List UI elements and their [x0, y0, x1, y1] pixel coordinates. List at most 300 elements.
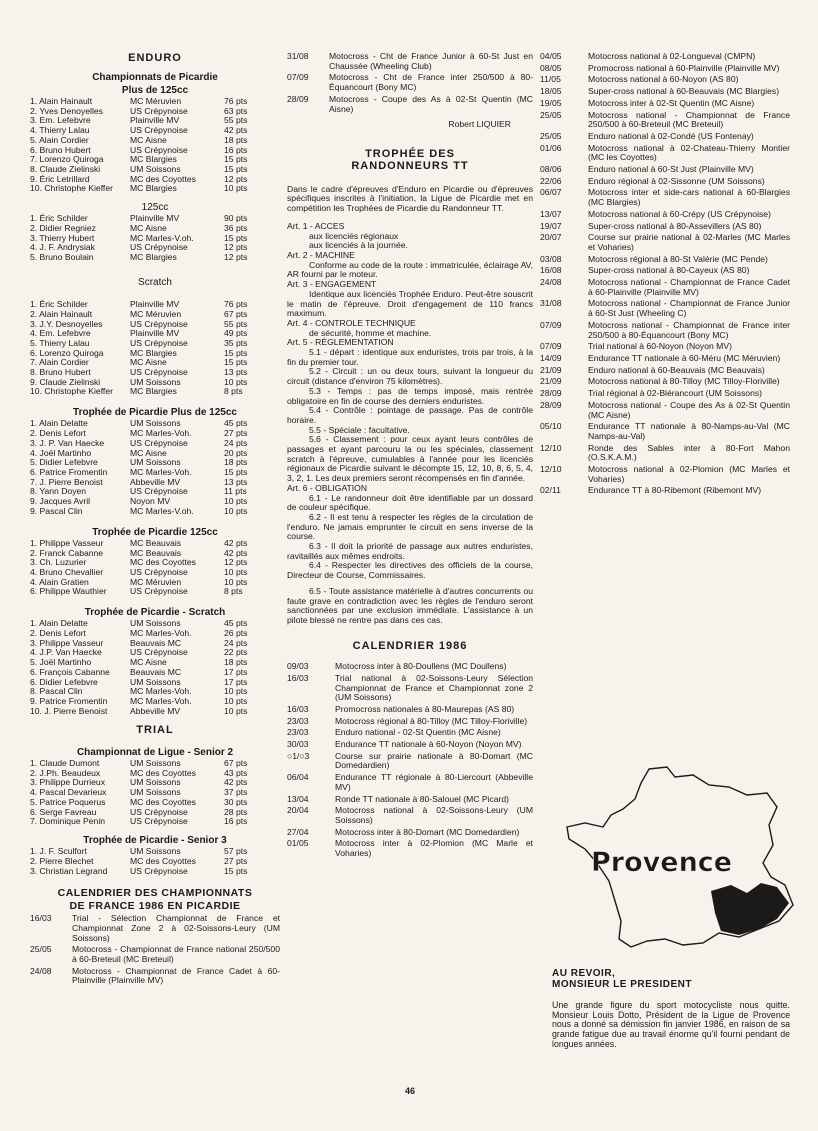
calendar-event: Promocross national à 60-Plainville (Plainville MV) — [588, 62, 780, 73]
calendar-event: Super-cross national à 60-Beauvais (MC Blargies) — [588, 86, 780, 97]
calendar-entry — [287, 662, 533, 672]
art3-heading: Art. 3 - ENGAGEMENT — [287, 279, 377, 290]
calendar-champ-list-b — [287, 52, 533, 114]
calendar-event: Motocross national à 02-Chateau-Thierry Montier (MC les Coyottes) — [588, 142, 790, 163]
club-name: Plainville MV — [130, 115, 180, 126]
art4-heading: Art. 4 - CONTROLE TECHNIQUE — [287, 317, 416, 328]
calendar-entry — [287, 52, 533, 71]
calendar-entry — [540, 321, 790, 340]
section-title-enduro: ENDURO — [128, 52, 182, 64]
art6-3: 6.3 - Il doit la priorité de passage aux autres enduristes, ravitaillés aux mêmes endroits. — [287, 541, 533, 561]
calendar-entry — [30, 914, 280, 943]
calendar-event: Motocross national - Championnat de France inter 250/500 à 80-Équancourt (Bony MC) — [588, 319, 790, 340]
club-name: Noyon MV — [130, 496, 171, 507]
points: 30 pts — [224, 796, 248, 807]
calendar-event: Motocross inter à 02-Plomion (MC Marle et Voharies) — [335, 838, 533, 859]
rider-name: 6. Patrice Fromentin — [30, 467, 108, 477]
rider-name: 6. Serge Favreau — [30, 806, 97, 817]
points: 12 pts — [224, 252, 248, 263]
calendar-date: 28/09 — [287, 93, 309, 104]
map-label: Provence — [591, 847, 733, 878]
art6-heading: Art. 6 - OBLIGATION — [287, 482, 368, 493]
club-name: MC des Coyottes — [130, 557, 196, 568]
points: 13 pts — [224, 476, 248, 487]
calendar-entry — [540, 210, 790, 220]
results-senior2 — [30, 759, 280, 827]
points: 10 pts — [224, 183, 248, 194]
calendar-date: 01/06 — [540, 142, 562, 153]
calendar-entry — [540, 354, 790, 364]
column-1 — [30, 52, 280, 988]
calendar-date: 09/03 — [287, 661, 309, 672]
rider-name: 9. Éric Letrillard — [30, 173, 90, 184]
rider-name: 1. J. F. Sculfort — [30, 846, 87, 857]
calendar-event: Enduro régional à 02-Sissonne (UM Soissons) — [588, 175, 765, 186]
calendar-entry — [540, 87, 790, 97]
calendar-date: 22/06 — [540, 175, 562, 186]
rider-name: 2. Yves Denoyelles — [30, 105, 103, 116]
club-name: UM Soissons — [130, 777, 181, 788]
calendar-event: Enduro national à 60-Beauvais (MC Beauvais) — [588, 364, 765, 375]
calendar-date: 19/07 — [540, 220, 562, 231]
calendar-event: Motocross national à 60-Crépy (US Crépynoise) — [588, 208, 771, 219]
calendar-entry — [287, 839, 533, 858]
club-name: MC Marles-Voh. — [130, 695, 192, 706]
calendar-date: 03/08 — [540, 253, 562, 264]
calendar-event: Motocross national - Coupe des As à 02-St Quentin (MC Aisne) — [588, 399, 790, 420]
calendar-entry — [287, 752, 533, 771]
art6-4: 6.4 - Respecter les directives des officiels de la course, Directeur de Course, Commissaires. — [287, 560, 533, 581]
calendar-event: Endurance TT régionale à 80-Liercourt (Abbeville MV) — [335, 772, 533, 792]
calendar-entry — [540, 266, 790, 276]
club-name: MC Aisne — [130, 657, 167, 668]
rider-name: 5. Joël Martinho — [30, 657, 92, 668]
points: 24 pts — [224, 637, 248, 648]
trophee-title-2: RANDONNEURS TT — [351, 160, 469, 173]
calendar-entry — [540, 188, 790, 207]
art6-5: 6.5 - Toute assistance matérielle à d'autres concurrents ou faute grave en contradiction avec les règles de l'enduro seront sanctionnées par une exclusion immédiate. L'assistance à un pilote blessé ne rentre pas dans ces cas. — [287, 585, 533, 625]
result-row — [30, 707, 280, 717]
art6-1: 6.1 - Le randonneur doit être identifiable par un dossard de couleur spécifique. — [287, 492, 533, 513]
points: 45 pts — [224, 618, 248, 629]
club-name: MC des Coyottes — [130, 767, 196, 778]
points: 13 pts — [224, 367, 248, 378]
calendar-entry — [540, 366, 790, 376]
calendar-1986-list-a — [287, 662, 533, 859]
rider-name: 1. Alain Hainault — [30, 96, 93, 107]
rider-name: 7. J. Pierre Benoist — [30, 476, 103, 487]
calendar-entry — [540, 64, 790, 74]
calendar-date: ○1/○3 — [287, 750, 310, 761]
calendar-entry — [30, 945, 280, 964]
rider-name: 10. Christophe Kieffer — [30, 386, 113, 397]
results-plus125 — [30, 97, 280, 194]
points: 18 pts — [224, 457, 248, 468]
calendar-event: Endurance TT à 80-Ribemont (Ribemont MV) — [588, 485, 762, 496]
club-name: MC Méruvien — [130, 576, 182, 587]
club-name: Beauvais MC — [130, 637, 182, 648]
calendar-date: 08/05 — [540, 62, 562, 73]
heading-championnats: Championnats de Picardie — [92, 72, 218, 84]
calendar-date: 07/09 — [540, 341, 562, 352]
result-row — [30, 587, 280, 597]
club-name: US Crépynoise — [130, 566, 188, 577]
rider-name: 3. Philippe Vasseur — [30, 637, 104, 648]
club-name: MC Aisne — [130, 357, 167, 368]
calendar-event: Super-cross national à 80-Cayeux (AS 80) — [588, 265, 750, 276]
calendar-event: Motocross national - Championnat de France Cadet à 60-Plainville (Plainville MV) — [588, 277, 790, 297]
calendar-date: 25/05 — [540, 130, 562, 141]
club-name: US Crépynoise — [130, 105, 188, 116]
points: 10 pts — [224, 496, 248, 507]
points: 36 pts — [224, 223, 248, 234]
trophee-intro: Dans le cadre d'épreuves d'Enduro en Picardie ou d'épreuves spécifiques inscrites à l'initiation, la Ligue de Picardie met en compétition les Trophées de Picardie du Randonneur TT. — [287, 183, 533, 214]
calendar-date: 21/09 — [540, 364, 562, 375]
calendar-event: Motocross régional à 80-St Valérie (MC Pende) — [588, 253, 768, 264]
page-number: 46 — [405, 1086, 416, 1096]
rider-name: 4. J.P. Van Haecke — [30, 647, 102, 658]
calendar-entry — [540, 278, 790, 297]
calendar-event: Motocross national à 60-Noyon (AS 80) — [588, 74, 739, 85]
result-row — [30, 387, 280, 397]
calendar-entry — [540, 377, 790, 387]
calendar-entry — [540, 444, 790, 463]
club-name: UM Soissons — [130, 457, 181, 468]
points: 15 pts — [224, 163, 248, 174]
calendar-event: Motocross - Championnat de France national 250/500 à 60-Breteuil (MC Breteuil) — [72, 944, 280, 964]
calendar-event: Motocross inter à 80-Doullens (MC Doullens) — [335, 661, 507, 672]
calendar-date: 27/04 — [287, 826, 309, 837]
rider-name: 9. Claude Zielinski — [30, 376, 101, 387]
club-name: US Crépynoise — [130, 437, 188, 448]
points: 15 pts — [224, 865, 248, 876]
points: 15 pts — [224, 467, 248, 477]
results-senior3 — [30, 847, 280, 876]
rider-name: 5. Thierry Lalau — [30, 337, 90, 348]
art4-text: de sécurité, homme et machine. — [309, 327, 432, 338]
points: 28 pts — [224, 806, 248, 817]
rider-name: 6. François Cabanne — [30, 666, 110, 677]
rider-name: 4. Pascal Devarieux — [30, 787, 107, 798]
calendar-date: 23/03 — [287, 727, 309, 738]
calendar-entry — [540, 222, 790, 232]
points: 42 pts — [224, 547, 248, 558]
rider-name: 5. Alain Cordier — [30, 134, 89, 145]
rider-name: 4. Thierry Lalau — [30, 125, 90, 136]
calendar-entry — [540, 486, 790, 496]
club-name: Plainville MV — [130, 213, 180, 224]
club-name: MC Beauvais — [130, 547, 182, 558]
rider-name: 3. Ch. Luzurier — [30, 557, 87, 568]
calendar-entry — [540, 465, 790, 484]
result-row — [30, 184, 280, 194]
club-name: MC Blargies — [130, 154, 177, 165]
calendar-entry — [287, 717, 533, 727]
rider-name: 4. Em. Lefebvre — [30, 328, 91, 339]
club-name: US Crépynoise — [130, 337, 188, 348]
calendar-event: Enduro national - 02-St Quentin (MC Aisne) — [335, 727, 501, 738]
club-name: US Crépynoise — [130, 647, 188, 658]
points: 10 pts — [224, 576, 248, 587]
calendar-date: 16/03 — [30, 913, 52, 924]
club-name: MC Aisne — [130, 447, 167, 458]
rider-name: 5. Bruno Boulain — [30, 252, 94, 263]
points: 37 pts — [224, 787, 248, 798]
club-name: MC Aisne — [130, 134, 167, 145]
heading-tp-125: Trophée de Picardie 125cc — [92, 526, 218, 538]
rider-name: 1. Philippe Vasseur — [30, 537, 104, 548]
points: 8 pts — [224, 586, 243, 597]
club-name: MC des Coyottes — [130, 796, 196, 807]
rider-name: 4. J. F. Andrysiak — [30, 242, 95, 253]
points: 12 pts — [224, 173, 248, 184]
calendar-date: 25/05 — [30, 944, 52, 955]
rider-name: 10. Christophe Kieffer — [30, 183, 113, 194]
points: 11 pts — [224, 486, 247, 497]
calendar-date: 20/07 — [540, 232, 562, 243]
club-name: US Crépynoise — [130, 806, 188, 817]
calendar-date: 06/07 — [540, 187, 562, 198]
calendar-entry — [30, 967, 280, 986]
rider-name: 1. Éric Schilder — [30, 213, 88, 224]
points: 12 pts — [224, 557, 248, 568]
result-row — [30, 507, 280, 517]
rider-name: 8. Yann Doyen — [30, 486, 87, 497]
calendar-date: 16/03 — [287, 703, 309, 714]
calendar-date: 16/03 — [287, 672, 309, 683]
calendar-event: Endurance TT nationale à 60-Noyon (Noyon MV) — [335, 739, 522, 750]
club-name: UM Soissons — [130, 376, 181, 387]
points: 26 pts — [224, 628, 248, 639]
points: 10 pts — [224, 376, 248, 387]
club-name: US Crépynoise — [130, 865, 188, 876]
points: 49 pts — [224, 328, 248, 339]
calendar-date: 28/09 — [540, 399, 562, 410]
rider-name: 3. J.Y. Desnoyelles — [30, 318, 103, 329]
points: 67 pts — [224, 308, 248, 319]
calendar-entry — [287, 795, 533, 805]
calendar-entry — [540, 52, 790, 62]
rider-name: 2. Denis Lefort — [30, 428, 86, 439]
calendar-entry — [540, 165, 790, 175]
calendar-date: 06/04 — [287, 772, 309, 783]
signature: Robert LIQUIER — [448, 119, 511, 130]
aurevoir-section — [552, 968, 790, 1050]
calendar-event: Course sur prairie national à 02-Marles (MC Marles et Voharies) — [588, 232, 790, 252]
points: 67 pts — [224, 758, 248, 769]
points: 10 pts — [224, 505, 248, 516]
calendar-event: Ronde des Sables inter à 80-Fort Mahon (O.S.K.A.M.) — [588, 442, 790, 463]
art5-3: 5.3 - Temps : pas de temps imposé, mais rentrée obligatoire en fin de course des derniers enduristes. — [287, 385, 533, 406]
calendar-event: Enduro national à 60-St Just (Plainville MV) — [588, 164, 754, 175]
club-name: US Crépynoise — [130, 486, 188, 497]
calendar-entry — [540, 255, 790, 265]
club-name: MC Blargies — [130, 252, 177, 263]
art3-text: Identique aux licenciés Trophée Enduro. Peut-être souscrit le matin de l'épreuve. Droit d'engagement de 110 francs maximum. — [287, 288, 533, 319]
calendar-date: 11/05 — [540, 74, 561, 85]
calendar-date: 12/10 — [540, 442, 562, 453]
calendar-date: 20/04 — [287, 805, 309, 816]
club-name: MC Beauvais — [130, 537, 182, 548]
points: 35 pts — [224, 337, 248, 348]
calendar-event: Endurance TT nationale à 80-Namps-au-Val (MC Namps-au-Val) — [588, 421, 790, 441]
heading-tp-scratch: Trophée de Picardie - Scratch — [84, 607, 226, 619]
calendar-event: Motocross - Championnat de France Cadet à 60-Plainville (Plainville MV) — [72, 965, 280, 986]
art5-1: 5.1 - départ : identique aux enduristes, trois par trois, à la fin du premier tour. — [287, 347, 533, 367]
rider-name: 6. Philippe Wauthier — [30, 586, 107, 597]
rider-name: 7. Lorenzo Quiroga — [30, 154, 104, 165]
points: 27 pts — [224, 856, 248, 866]
points: 18 pts — [224, 657, 248, 668]
art5-5: 5.5 - Spéciale : facultative. — [309, 424, 410, 435]
calendar-entry — [287, 674, 533, 703]
result-row — [30, 817, 280, 827]
club-name: US Crépynoise — [130, 125, 188, 136]
rider-name: 5. Patrice Poquerus — [30, 796, 106, 807]
calendar-event: Trial national à 02-Soissons-Leury Sélection Championnat de France et Championnat zone 2 (UM Soissons) — [335, 672, 533, 703]
club-name: US Crépynoise — [130, 586, 188, 597]
calendar-date: 13/04 — [287, 793, 309, 804]
rider-name: 3. Em. Lefebvre — [30, 115, 91, 126]
club-name: MC Marles-V.oh. — [130, 232, 194, 243]
calendar-entry — [540, 111, 790, 130]
heading-senior3: Trophée de Picardie - Senior 3 — [83, 835, 227, 846]
club-name: UM Soissons — [130, 676, 181, 687]
club-name: Beauvais MC — [130, 666, 182, 677]
france-map-icon — [563, 763, 799, 953]
points: 20 pts — [224, 447, 248, 458]
club-name: UM Soissons — [130, 758, 181, 769]
column-3 — [540, 52, 790, 498]
points: 15 pts — [224, 232, 248, 243]
calendar-entry — [540, 299, 790, 318]
calendar-date: 30/03 — [287, 739, 309, 750]
calendar-event: Motocross - Cht de France inter 250/500 à 80-Équancourt (Bony MC) — [329, 72, 533, 93]
calendar-date: 16/08 — [540, 265, 562, 276]
calendar-event: Motocross inter à 80-Domart (MC Domedardien) — [335, 826, 520, 837]
heading-calendrier-champ-2: DE FRANCE 1986 EN PICARDIE — [69, 900, 241, 913]
calendar-date: 19/05 — [540, 97, 562, 108]
points: 76 pts — [224, 299, 248, 310]
calendar-date: 23/03 — [287, 715, 309, 726]
points: 57 pts — [224, 846, 248, 857]
rider-name: 6. Bruno Hubert — [30, 144, 91, 155]
calendar-event: Promocross nationales à 80-Maurepas (AS 80) — [335, 703, 515, 714]
art6-2: 6.2 - Il est tenu à respecter les règles de la circulation de l'enduro. Ne jamais emprunter le circuit en sens inverse de la course. — [287, 511, 533, 542]
calendar-event: Motocross - Cht de France Junior à 60-St Just en Chaussée (Wheeling Club) — [329, 51, 533, 71]
points: 43 pts — [224, 767, 248, 778]
rider-name: 3. J. P. Van Haecke — [30, 437, 105, 448]
club-name: UM Soissons — [130, 618, 181, 629]
calendar-date: 05/10 — [540, 421, 562, 432]
calendar-event: Motocross - Coupe des As à 02-St Quentin (MC Aisne) — [329, 93, 533, 114]
calendar-event: Enduro national à 02-Condé (US Fontenay) — [588, 130, 754, 141]
rider-name: 5. Didier Lefebvre — [30, 457, 98, 468]
rider-name: 2. Didier Regniez — [30, 223, 96, 234]
art1-heading: Art. 1 - ACCES — [287, 220, 345, 231]
club-name: UM Soissons — [130, 163, 181, 174]
art2-heading: Art. 2 - MACHINE — [287, 249, 355, 260]
points: 16 pts — [224, 144, 248, 155]
calendar-event: Motocross national à 02-Longueval (CMPN) — [588, 51, 756, 61]
points: 27 pts — [224, 428, 248, 439]
calendar-event: Ronde TT nationale à 80-Saloue​l (MC Picard) — [335, 793, 510, 804]
club-name: Plainville MV — [130, 328, 180, 339]
club-name: UM Soissons — [130, 418, 181, 429]
club-name: MC Blargies — [130, 347, 177, 358]
calendar-event: Motocross inter et side-cars national à 60-Blargies (MC Blargies) — [588, 187, 790, 208]
heading-125cc: 125cc — [141, 202, 169, 214]
rider-name: 8. Pascal Clin — [30, 686, 83, 697]
france-map — [563, 763, 799, 953]
result-row — [30, 253, 280, 263]
club-name: MC Marles-Voh. — [130, 686, 192, 697]
points: 17 pts — [224, 676, 248, 687]
rider-name: 4. Alain Gratien — [30, 576, 89, 587]
club-name: US Crépynoise — [130, 318, 188, 329]
heading-scratch: Scratch — [138, 276, 172, 288]
calendar-date: 01/05 — [287, 838, 309, 849]
points: 10 pts — [224, 695, 248, 706]
calendar-entry — [540, 132, 790, 142]
calendar-entry — [287, 773, 533, 792]
rider-name: 10. J. Pierre Benoist — [30, 705, 108, 716]
rider-name: 4. Joël Martinho — [30, 447, 92, 458]
rider-name: 7. Alain Cordier — [30, 357, 89, 368]
art5-heading: Art. 5 - RÉGLEMENTATION — [287, 337, 394, 348]
calendar-entry — [540, 401, 790, 420]
calendar-event: Motocross national à 02-Plomion (MC Marles et Voharies) — [588, 464, 790, 484]
points: 22 pts — [224, 647, 248, 658]
rider-name: 3. Philippe Durrieux — [30, 777, 105, 788]
points: 10 pts — [224, 566, 248, 577]
rider-name: 2. Pierre Blechet — [30, 856, 94, 866]
calendar-date: 07/09 — [540, 319, 562, 330]
results-scratch — [30, 300, 280, 397]
results-tp-scratch — [30, 619, 280, 716]
section-title-trial: TRIAL — [136, 724, 174, 737]
rider-name: 8. Claude Zielinski — [30, 163, 101, 174]
calendar-entry — [287, 705, 533, 715]
results-tp-plus125 — [30, 419, 280, 516]
calendar-date: 13/07 — [540, 208, 562, 219]
points: 42 pts — [224, 537, 248, 548]
rider-name: 9. Jacques Avril — [30, 496, 91, 507]
heading-plus125: Plus de 125cc — [121, 84, 189, 96]
club-name: UM Soissons — [130, 787, 181, 798]
calendar-date: 21/09 — [540, 376, 562, 387]
art5-4: 5.4 - Contrôle : pointage de passage. Pas de contrôle horaire. — [287, 405, 533, 425]
calendar-event: Endurance TT nationale à 60-Méru (MC Méruvien) — [588, 352, 781, 363]
calendar-date: 14/09 — [540, 352, 562, 363]
rider-name: 1. Alain Delatte — [30, 618, 88, 629]
calendar-entry — [540, 342, 790, 352]
calendar-date: 07/09 — [287, 72, 309, 83]
club-name: MC Méruvien — [130, 308, 182, 319]
calendar-entry — [540, 422, 790, 441]
calendar-entry — [540, 75, 790, 85]
rider-name: 6. Lorenzo Quiroga — [30, 347, 104, 358]
calendar-date: 24/08 — [540, 277, 562, 288]
points: 15 pts — [224, 154, 248, 165]
rider-name: 7. Dominique Penin — [30, 816, 106, 827]
rider-name: 4. Bruno Chevallier — [30, 566, 104, 577]
calendar-date: 31/08 — [540, 298, 562, 309]
art2-text: Conforme au code de la route : immatriculée, éclairage AV, AR fourni par le moteur. — [287, 259, 533, 280]
points: 18 pts — [224, 134, 248, 145]
rider-name: 2. Denis Lefort — [30, 628, 86, 639]
points: 45 pts — [224, 418, 248, 429]
